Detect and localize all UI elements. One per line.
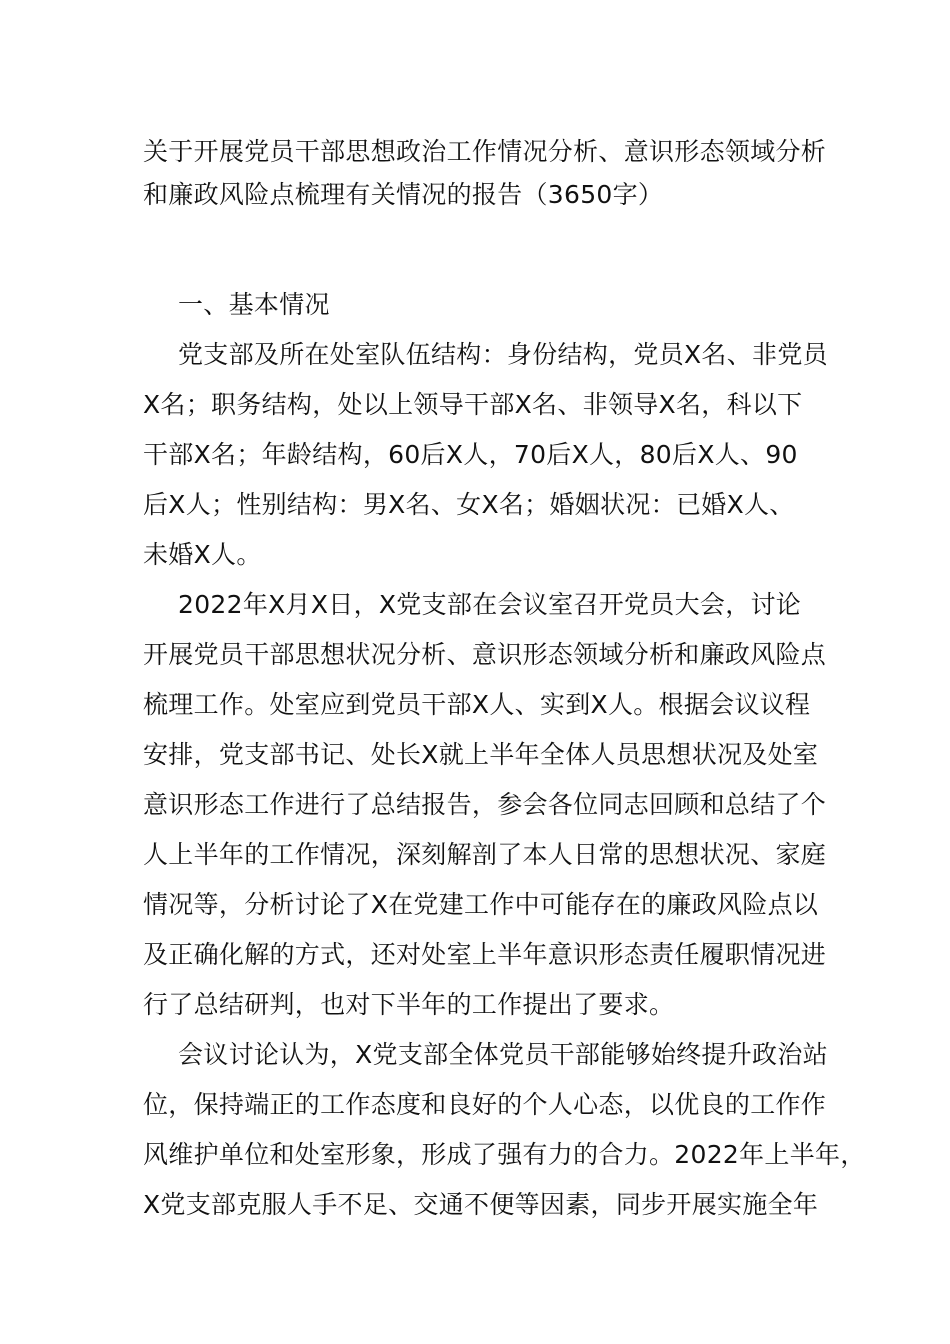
paragraph-line: X党支部克服人手不足、交通不便等因素，同步开展实施全年 bbox=[143, 1190, 819, 1219]
paragraph-line: 2022年X月X日，X党支部在会议室召开党员大会，讨论 bbox=[178, 590, 802, 619]
paragraph-line: 安排，党支部书记、处长X就上半年全体人员思想状况及处室 bbox=[143, 740, 819, 769]
paragraph-line: 梳理工作。处室应到党员干部X人、实到X人。根据会议议程 bbox=[143, 690, 811, 719]
paragraph-line: 开展党员干部思想状况分析、意识形态领域分析和廉政风险点 bbox=[143, 640, 827, 669]
paragraph-line: 情况等，分析讨论了X在党建工作中可能存在的廉政风险点以 bbox=[143, 890, 819, 919]
paragraph-line: 及正确化解的方式，还对处室上半年意识形态责任履职情况进 bbox=[143, 940, 827, 969]
paragraph-line: 风维护单位和处室形象，形成了强有力的合力。2022年上半年， bbox=[143, 1140, 866, 1169]
title-line: 和廉政风险点梳理有关情况的报告（3650字） bbox=[143, 180, 664, 209]
paragraph-line: 意识形态工作进行了总结报告，参会各位同志回顾和总结了个 bbox=[143, 790, 827, 819]
paragraph-line: 未婚X人。 bbox=[143, 540, 262, 569]
paragraph-line: 人上半年的工作情况，深刻解剖了本人日常的思想状况、家庭 bbox=[143, 840, 827, 869]
document-body bbox=[143, 280, 866, 1230]
title-line: 关于开展党员干部思想政治工作情况分析、意识形态领域分析 bbox=[143, 137, 827, 166]
paragraph-line: 党支部及所在处室队伍结构：身份结构，党员X名、非党员 bbox=[178, 340, 828, 369]
paragraph-line: 会议讨论认为，X党支部全体党员干部能够始终提升政治站 bbox=[178, 1040, 828, 1069]
paragraph-line: 位，保持端正的工作态度和良好的个人心态，以优良的工作作 bbox=[143, 1090, 827, 1119]
paragraph-line: X名；职务结构，处以上领导干部X名、非领导X名，科以下 bbox=[143, 390, 803, 419]
document-title bbox=[143, 130, 827, 216]
paragraph-line: 行了总结研判，也对下半年的工作提出了要求。 bbox=[143, 990, 675, 1019]
paragraph-line: 干部X名；年龄结构，60后X人，70后X人，80后X人、90 bbox=[143, 440, 798, 469]
paragraph-line: 后X人；性别结构：男X名、女X名；婚姻状况：已婚X人、 bbox=[143, 490, 795, 519]
section-heading: 一、基本情况 bbox=[178, 290, 330, 319]
